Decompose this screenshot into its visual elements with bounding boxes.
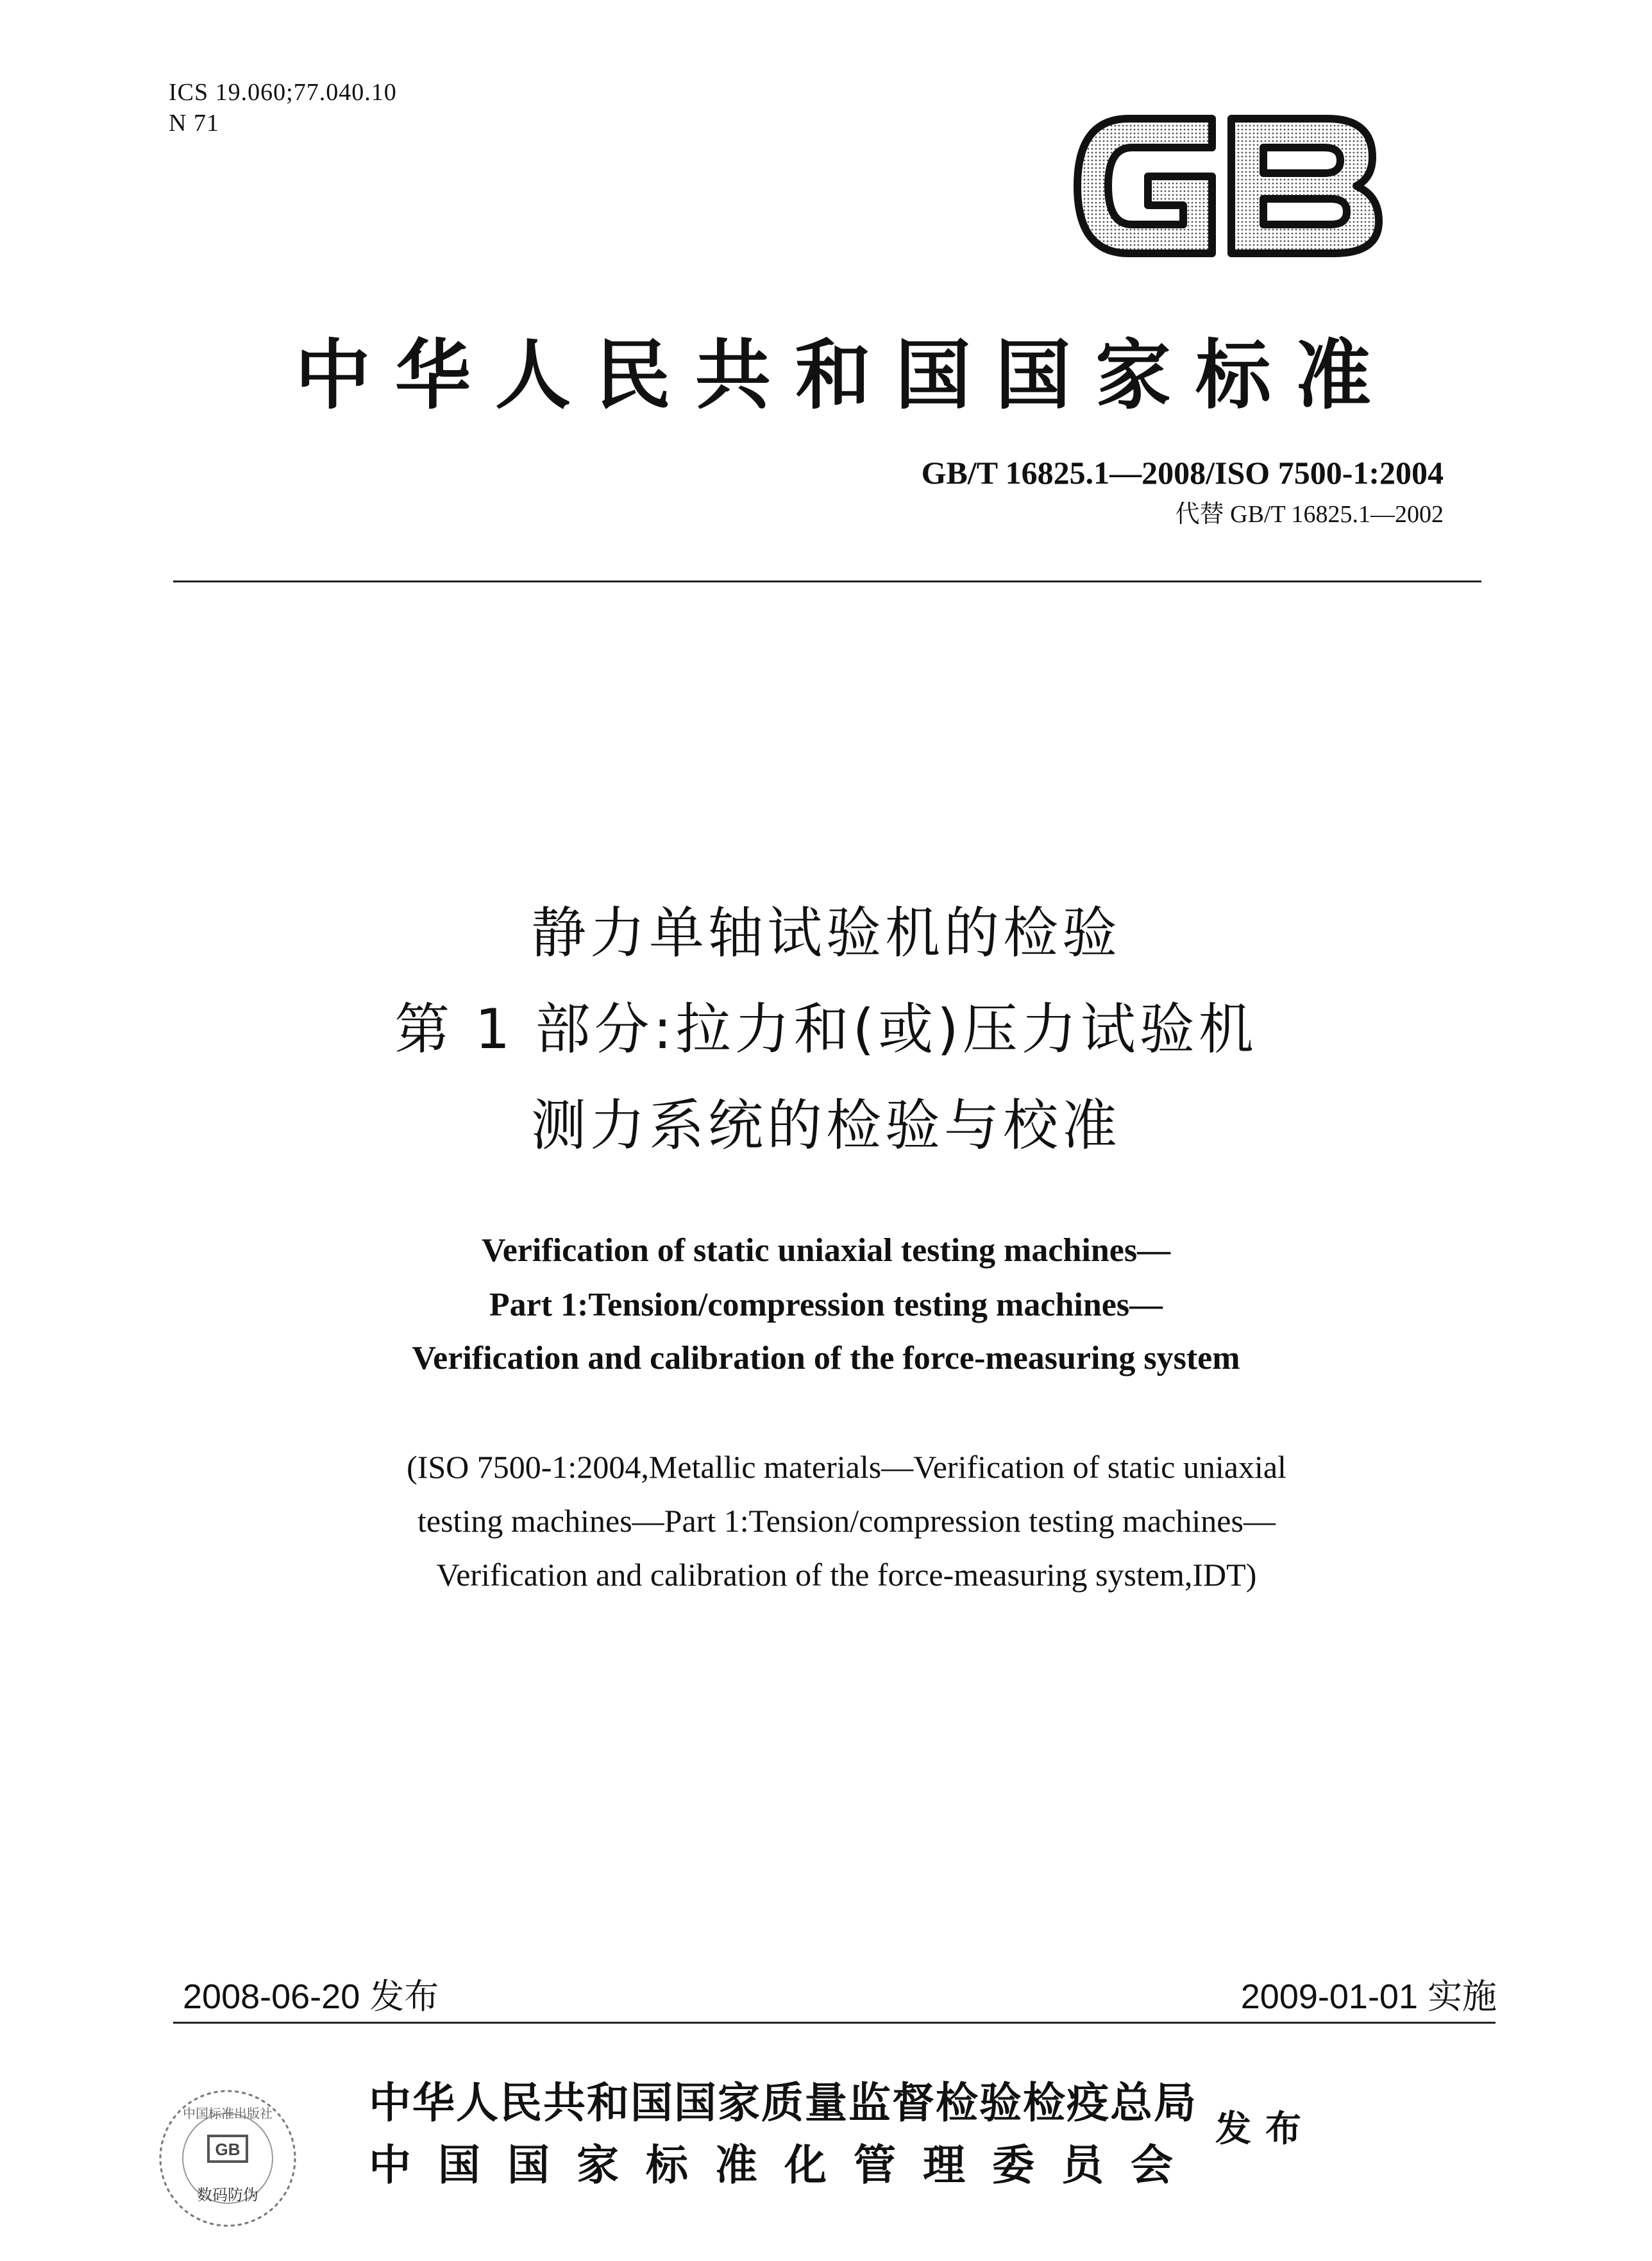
footer-divider (173, 2022, 1496, 2024)
national-standard-heading: 中华人民共和国国家标准 (294, 330, 1395, 419)
title-en-line-2: Part 1:Tension/compression testing machines— (489, 1287, 1163, 1323)
title-en-line-1: Verification of static uniaxial testing machines— (481, 1232, 1171, 1269)
issuer-aqsiq: 中华人民共和国国家质量监督检验检疫总局 (369, 2078, 1197, 2128)
iso-reference-line-1: (ISO 7500-1:2004,Metallic materials—Verification of static uniaxial (407, 1449, 1286, 1485)
issue-date: 2008-06-20 发布 (183, 1977, 439, 2016)
ics-code: ICS 19.060;77.040.10 (169, 79, 397, 106)
header-divider (173, 580, 1481, 582)
iso-reference-line-2: testing machines—Part 1:Tension/compression testing machines— (417, 1503, 1276, 1539)
title-cn-line-1: 静力单轴试验机的检验 (531, 901, 1121, 965)
title-cn-line-3: 测力系统的检验与校准 (531, 1094, 1121, 1158)
ccs-code: N 71 (169, 110, 219, 137)
anti-counterfeit-seal-icon (154, 2085, 301, 2232)
issuer-sac: 中国国家标准化管理委员会 (369, 2140, 1200, 2190)
iso-reference (269, 1440, 1424, 1602)
gb-logo-icon (1052, 93, 1398, 279)
publish-label: 发布 (1215, 2108, 1315, 2150)
implementation-date: 2009-01-01 实施 (1240, 1977, 1497, 2016)
svg-text:数码防伪: 数码防伪 (197, 2186, 258, 2204)
title-en-line-3: Verification and calibration of the force-measuring system (412, 1340, 1240, 1376)
svg-text:中国标准出版社: 中国标准出版社 (183, 2106, 273, 2121)
svg-text:GB: GB (1052, 93, 1053, 94)
replaces-note: 代替 GB/T 16825.1—2002 (1175, 501, 1444, 528)
standard-number: GB/T 16825.1—2008/ISO 7500-1:2004 (921, 455, 1444, 491)
iso-reference-line-3: Verification and calibration of the force-measuring system,IDT) (436, 1557, 1257, 1593)
svg-text:GB: GB (215, 2140, 240, 2159)
title-cn-line-2: 第 1 部分:拉力和(或)压力试验机 (394, 997, 1258, 1062)
classification-codes (169, 77, 397, 139)
